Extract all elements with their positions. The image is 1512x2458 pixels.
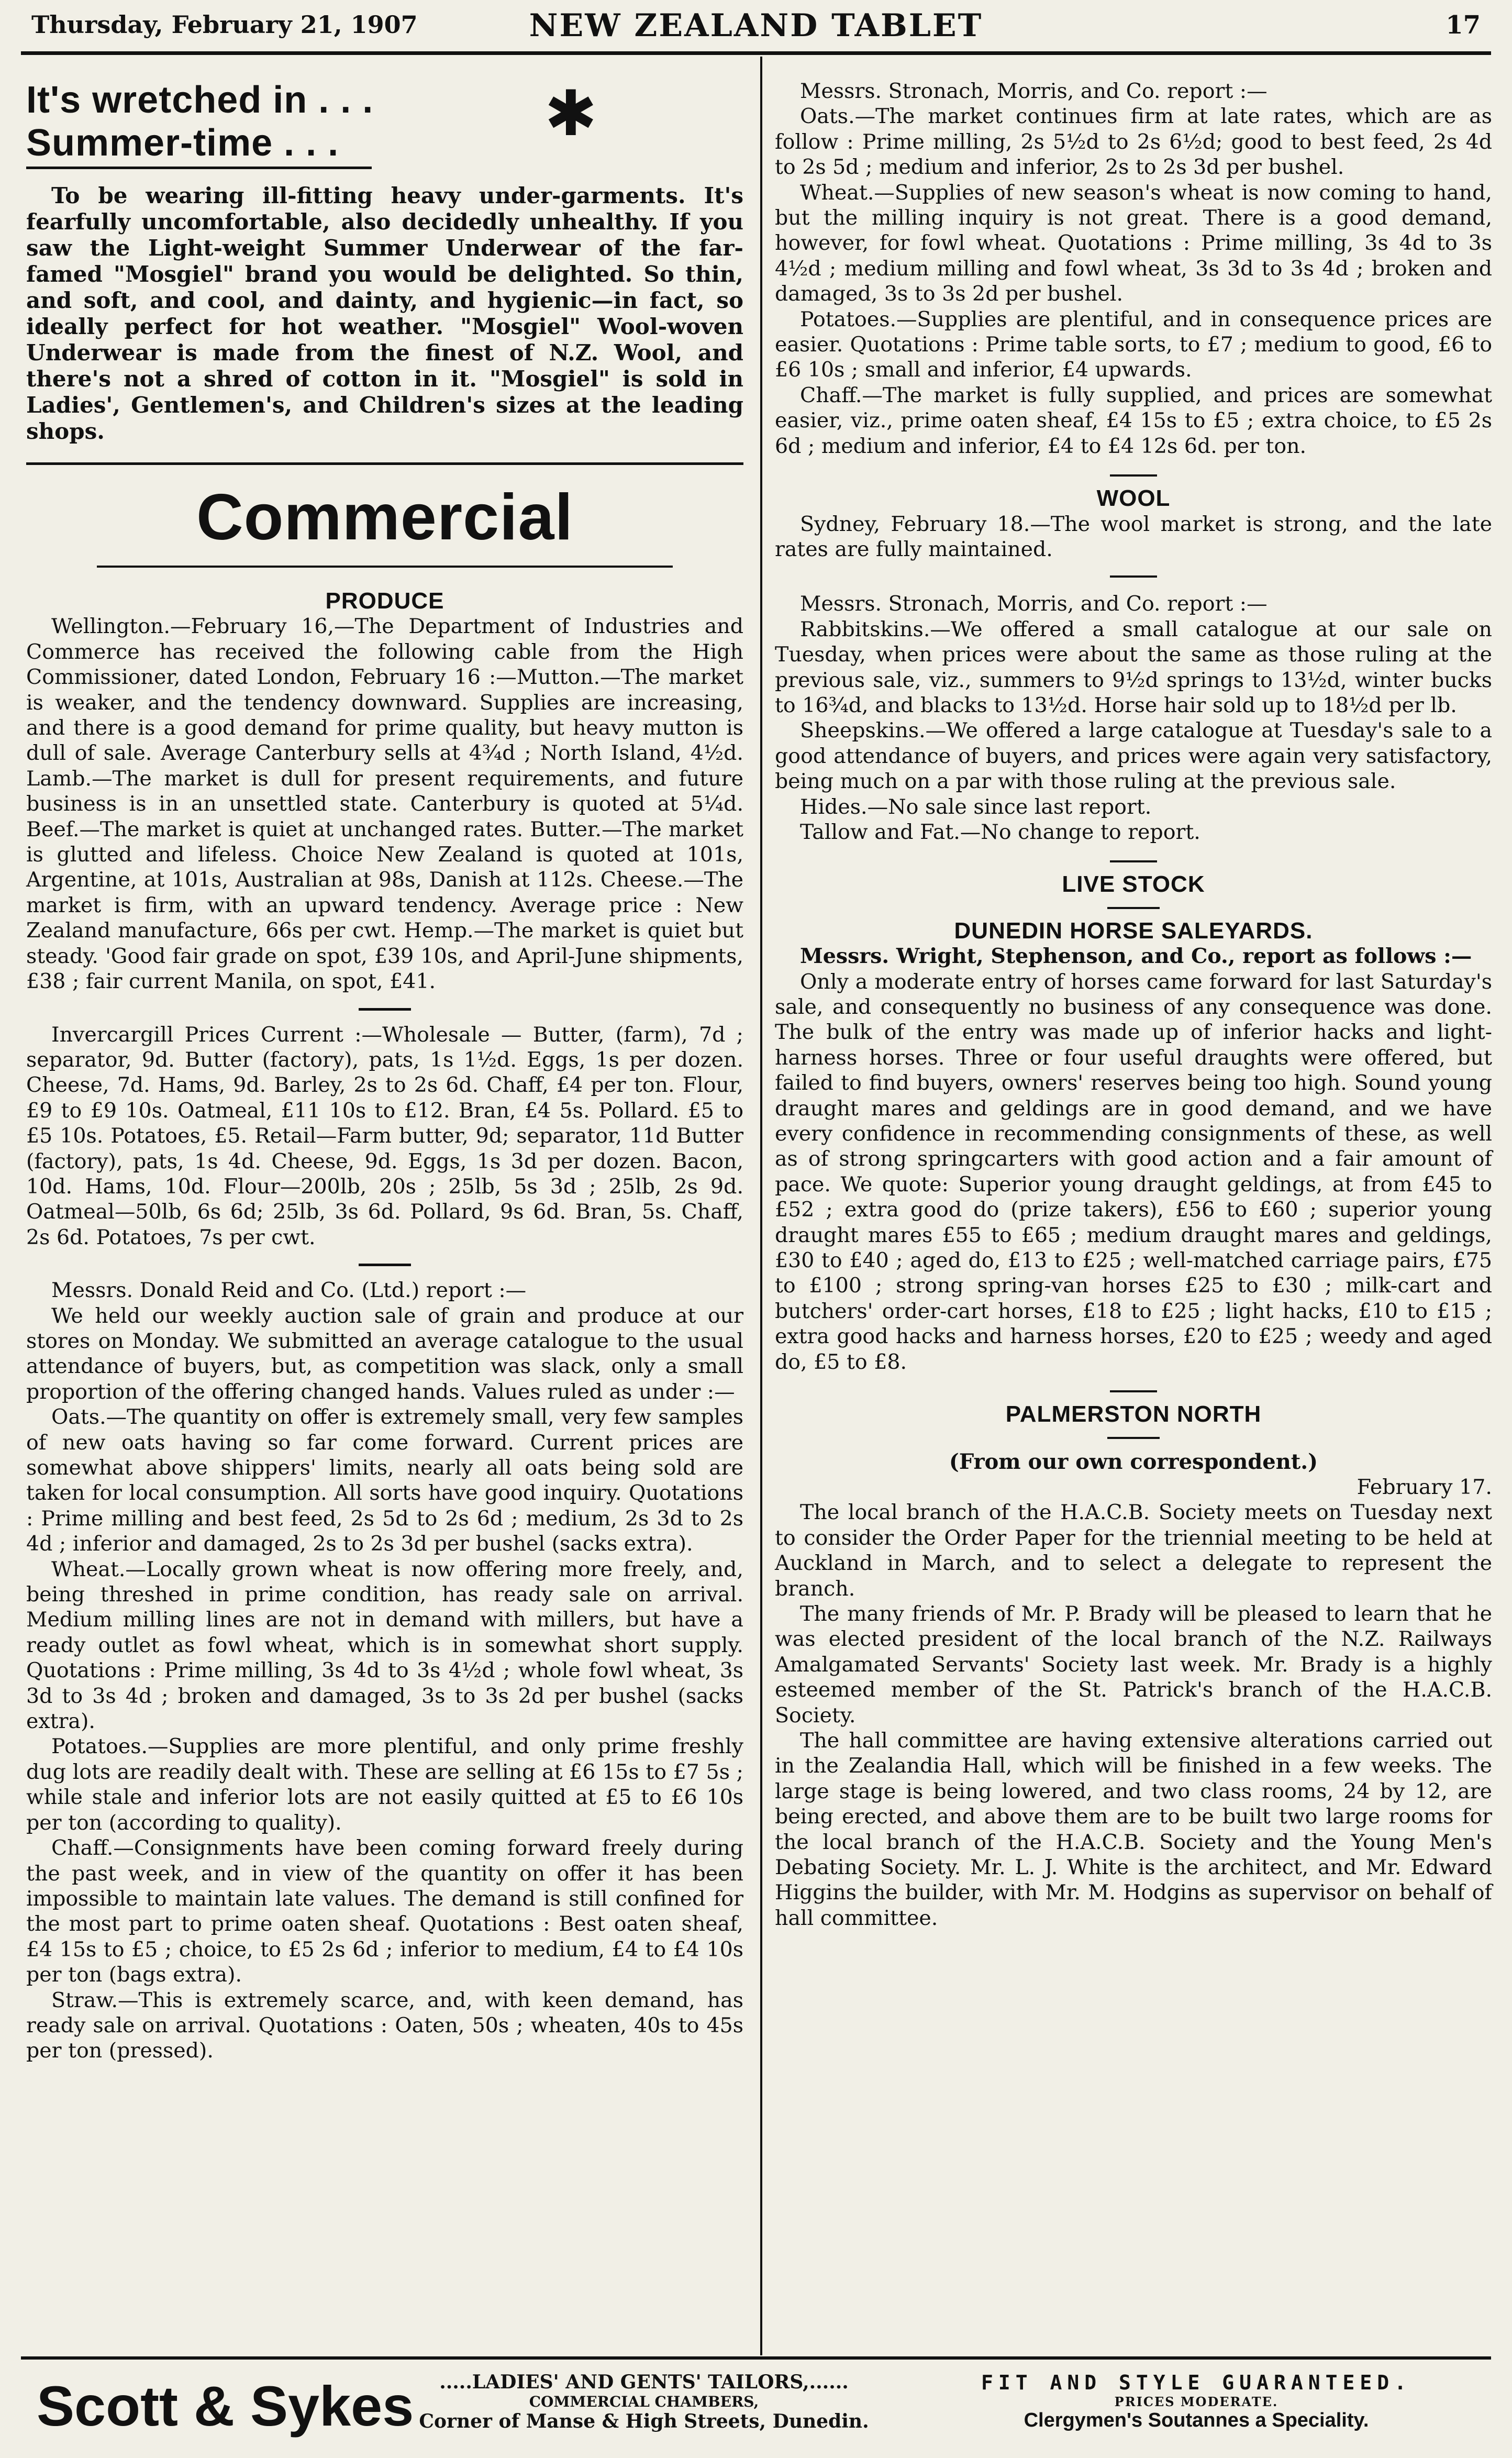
sydney-wool-report: Sydney, February 18.—The wool market is strong, and the late rates are fully maintained. <box>775 512 1492 561</box>
divider <box>1110 860 1157 862</box>
reid-potatoes: Potatoes.—Supplies are more plentiful, and only prime freshly dug lots are readily dealt with. These are selling at £6 15s to £7 5s ; while stale and inferior lots are not easily quitted at £5 to £6 10s per ton (according to quality). <box>26 1734 743 1835</box>
page-header <box>31 4 1481 48</box>
ad-bottom-rule <box>26 462 743 465</box>
tailor-brand: Scott & Sykes <box>37 2374 414 2438</box>
divider <box>359 1008 411 1011</box>
livestock-heading: LIVE STOCK <box>1062 871 1205 898</box>
horse-sale-report: Only a moderate entry of horses came forward for last Saturday's sale, and consequently no business of any consequence was done. The bulk of the entry was made up of inferior hacks and light-harness horses. Three or four useful draughts were offered, but failed to find buyers, owners' reserves being too high. Sound young draught mares and geldings are in good demand, and we have every confidence in recommending consignments of these, as well as of strong springcarters with good action and a fair amount of pace. We quote: Superior young draught geldings, at from £45 to £52 ; extra good do (prize takers), £56 to £60 ; superior young draught mares £55 to £65 ; medium draught mares and geldings, £30 to £40 ; aged do, £13 to £25 ; well-matched carriage pairs, £75 to £100 ; strong spring-van horses £25 to £30 ; milk-cart and butchers' order-cart horses, £18 to £25 ; light hacks, £10 to £15 ; extra good hacks and harness horses, £20 to £25 ; weedy and aged do, £5 to £8. <box>775 969 1492 1374</box>
divider <box>1107 1437 1160 1439</box>
section-rule <box>97 566 673 568</box>
right-column <box>775 79 1492 1931</box>
palmerston-item-1: The local branch of the H.A.C.B. Society meets on Tuesday next to consider the Order Paper for the triennial meeting to be held at Auckland in March, and to select a delegate to represent the branch. <box>775 1500 1492 1601</box>
tailor-prices: PRICES MODERATE. <box>1114 2394 1278 2409</box>
tallow-report: Tallow and Fat.—No change to report. <box>800 820 1200 844</box>
horse-saleyards-heading: DUNEDIN HORSE SALEYARDS. <box>954 917 1313 944</box>
page-number: 17 <box>1446 10 1481 40</box>
stronach-oats: Oats.—The market continues firm at late rates, which are as follow : Prime milling, 2s 5½d to 2s 6½d; good to best feed, 2s 4d to 2s 5d ; medium and inferior, 2s to 2s 3d per bushel. <box>775 104 1492 180</box>
sheepskins-report: Sheepskins.—We offered a large catalogue at Tuesday's sale to a good attendance of buyers, and prices were again very satisfactory, being much on a par with those ruling at the previous sale. <box>775 718 1492 794</box>
wool-heading: WOOL <box>1096 485 1171 512</box>
reid-chaff: Chaff.—Consignments have been coming forward freely during the past week, and in view of the quantity on offer it has been impossible to maintain late values. The demand is still confined for the most part to prime oaten sheaf. Quotations : Best oaten sheaf, £4 15s to £5 ; choice, to £5 2s 6d ; inferior to medium, £4 to £4 10s per ton (bags extra). <box>26 1836 743 1987</box>
invercargill-prices: Invercargill Prices Current :—Wholesale — Butter, (farm), 7d ; separator, 9d. Butter (factory), pats, 1s 1½d. Eggs, 1s per dozen. Cheese, 7d. Hams, 9d. Barley, 2s to 2s 6d. Chaff, £4 per ton. Flour, £9 to £9 10s. Oatmeal, £11 10s to £12. Bran, £4 5s. Pollard. £5 to £5 10s. Potatoes, £5. Retail—Farm butter, 9d; separator, 11d Butter (factory), pats, 1s 4d. Cheese, 9d. Eggs, 1s 3d per dozen. Bacon, 10d. Hams, 10d. Flour—200lb, 20s ; 25lb, 5s 3d ; 25lb, 2s 9d. Oatmeal—50lb, 6s 6d; 25lb, 3s 6d. Pollard, 9s 6d. Bran, 5s. Chaff, 2s 6d. Potatoes, 7s per cwt. <box>26 1022 743 1249</box>
stronach-potatoes: Potatoes.—Supplies are plentiful, and in consequence prices are easier. Quotations : Prime table sorts, to £7 ; medium to good, £6 to £6 10s ; small and inferior, £4 upwards. <box>775 307 1492 382</box>
hides-report: Hides.—No sale since last report. <box>800 794 1152 819</box>
ad-title-line-2: Summer-time . . . <box>26 122 339 164</box>
reid-report-intro: We held our weekly auction sale of grain and produce at our stores on Monday. We submitted an average catalogue to the usual attendance of buyers, but, as competition was slack, only a small proportion of the offering changed hands. Values ruled as under :— <box>26 1303 743 1404</box>
palmerston-item-3: The hall committee are having extensive alterations carried out in the Zealandia Hall, which will be finished in a few weeks. The large stage is being lowered, and two class rooms, 24 by 12, are being erected, and above them are to be built two large rooms for the local branch of the H.A.C.B. Society and the Young Men's Debating Society. Mr. L. J. White is the architect, and Mr. Edward Higgins the builder, with Mr. M. Hodgins as supervisor on behalf of hall committee. <box>775 1728 1492 1930</box>
section-title-commercial: Commercial <box>196 481 573 553</box>
stronach-wheat: Wheat.—Supplies of new season's wheat is now coming to hand, but the milling inquiry is not great. There is a good demand, however, for fowl wheat. Quotations : Prime milling, 3s 4d to 3s 4½d ; medium milling and fowl wheat, 3s 3d to 3s 4d ; broken and damaged, 3s to 3s 2d per bushel. <box>775 180 1492 306</box>
ad-title-underline <box>26 167 372 169</box>
tailor-address: Corner of Manse & High Streets, Dunedin. <box>419 2410 869 2432</box>
reid-report-heading: Messrs. Donald Reid and Co. (Ltd.) report :— <box>51 1278 527 1303</box>
mosgiel-advertisement <box>26 79 743 445</box>
reid-wheat: Wheat.—Locally grown wheat is now offering more freely, and, being threshed in prime condition, has ready sale on arrival. Medium milling lines are not in demand with millers, but have a ready outlet as fowl wheat, which is in somewhat short supply. Quotations : Prime milling, 3s 4d to 3s 4½d ; whole fowl wheat, 3s 3d to 3s 4d ; broken and damaged, 3s to 3s 2d per bushel (sacks extra). <box>26 1557 743 1734</box>
header-rule <box>21 51 1491 55</box>
divider <box>359 1264 411 1266</box>
left-column <box>26 79 743 2064</box>
wright-report-heading: Messrs. Wright, Stephenson, and Co., report as follows :— <box>800 944 1472 969</box>
footer-rule <box>21 2356 1491 2360</box>
tailor-slogan: FIT AND STYLE GUARANTEED. <box>981 2371 1411 2394</box>
reid-oats: Oats.—The quantity on offer is extremely small, very few samples of new oats having so far come forward. Current prices are somewhat above shippers' limits, nearly all oats being sold are taken for local consumption. All sorts have good inquiry. Quotations : Prime milling and best feed, 2s 5d to 2s 6d ; medium, 2s 3d to 2s 4d ; inferior and damaged, 2s to 2s 3d per bushel (sacks extra). <box>26 1405 743 1556</box>
tailor-chambers: COMMERCIAL CHAMBERS, <box>529 2393 759 2410</box>
tailor-trade: .....LADIES' AND GENTS' TAILORS,...... <box>439 2371 849 2393</box>
issue-date: Thursday, February 21, 1907 <box>31 10 418 39</box>
ad-title-line-1: It's wretched in . . . <box>26 79 374 121</box>
tailor-address-block <box>408 2371 880 2432</box>
divider <box>1110 575 1157 578</box>
produce-heading: PRODUCE <box>325 588 444 614</box>
stronach-report-heading: Messrs. Stronach, Morris, and Co. report :— <box>800 79 1268 103</box>
wellington-report: Wellington.—February 16,—The Department of Industries and Commerce has received the following cable from the High Commissioner, dated London, February 16 :—Mutton.—The market is weaker, and the tendency downward. Supplies are increasing, and there is a good demand for prime quality, but heavy mutton is dull of sale. Average Canterbury sells at 4¾d ; North Island, 4½d. Lamb.—The market is dull for present requirements, and future business is in an unsettled state. Canterbury is quoted at 5¼d. Beef.—The market is quiet at unchanged rates. Butter.—The market is glutted and lifeless. Choice New Zealand is quoted at 101s, Argentine, at 101s, Australian at 98s, Danish at 112s. Cheese.—The market is firm, with an upward tendency. Average price : New Zealand manufacture, 66s per cwt. Hemp.—The market is quiet but steady. 'Good fair grade on spot, £39 10s, and April-June shipments, £38 ; fair current Manila, on spot, £41. <box>26 614 743 994</box>
stronach-chaff: Chaff.—The market is fully supplied, and prices are somewhat easier, viz., prime oaten sheaf, £4 15s to £5 ; extra choice, to £5 2s 6d ; medium and inferior, £4 to £4 12s 6d. per ton. <box>775 383 1492 458</box>
tailor-speciality: Clergymen's Soutannes a Speciality. <box>1024 2409 1369 2431</box>
column-divider <box>760 57 762 2355</box>
footer-advertisement <box>21 2356 1491 2456</box>
tailor-slogan-block <box>911 2371 1482 2432</box>
ad-body: To be wearing ill-fitting heavy under-garments. It's fearfully uncomfortable, also decidedly unhealthy. If you saw the Light-weight Summer Underwear of the far-famed "Mosgiel" brand you would be delighted. So thin, and soft, and cool, and dainty, and hygienic—in fact, so ideally perfect for hot weather. "Mosgiel" Wool-woven Underwear is made from the finest of N.Z. Wool, and there's not a shred of cotton in it. "Mosgiel" is sold in Ladies', Gentlemen's, and Children's sizes at the leading shops. <box>26 183 743 444</box>
divider <box>1110 474 1157 477</box>
reid-straw: Straw.—This is extremely scarce, and, with keen demand, has ready sale on arrival. Quotations : Oaten, 50s ; wheaten, 40s to 45s per ton (pressed). <box>26 1988 743 2063</box>
palmerston-date: February 17. <box>1357 1475 1492 1499</box>
palmerston-north-heading: PALMERSTON NORTH <box>1005 1401 1262 1427</box>
rabbitskins-report: Rabbitskins.—We offered a small catalogue at our sale on Tuesday, when prices were about the same as those ruling at the previous sale, viz., summers to 9½d springs to 13½d, winter bucks to 16¾d, and blacks to 13½d. Horse hair sold up to 18½d per lb. <box>775 617 1492 717</box>
correspondent-note: (From our own correspondent.) <box>949 1449 1318 1474</box>
divider <box>1110 1390 1157 1392</box>
stronach-wool-heading: Messrs. Stronach, Morris, and Co. report :— <box>800 592 1268 616</box>
publication-title: NEW ZEALAND TABLET <box>529 7 983 44</box>
decorative-asterisk-icon: ✱ <box>544 77 597 150</box>
palmerston-item-2: The many friends of Mr. P. Brady will be pleased to learn that he was elected president of the local branch of the N.Z. Railways Amalgamated Servants' Society last week. Mr. Brady is a highly esteemed member of the St. Patrick's branch of the H.A.C.B. Society. <box>775 1601 1492 1728</box>
divider <box>1107 907 1160 909</box>
